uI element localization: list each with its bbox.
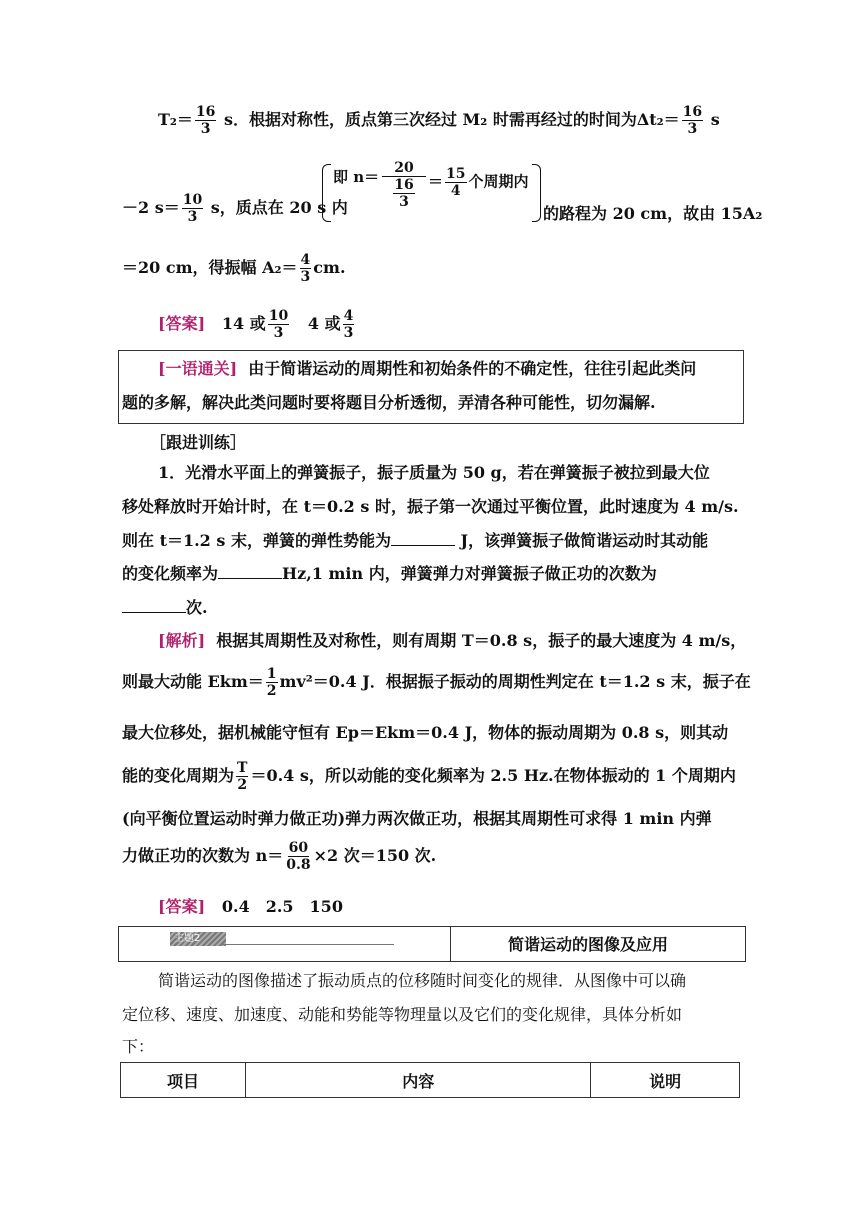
header-item: 项目 [121, 1063, 246, 1098]
analysis-tag: [解析] [158, 631, 206, 650]
q1-line-2: 移处释放时开始计时，在 t＝0.2 s 时，振子第一次通过平衡位置，此时速度为 4 m/s. [122, 497, 739, 516]
answer-blank-3[interactable] [122, 598, 186, 613]
intro-line-3: 下： [122, 1037, 155, 1056]
solution-line-2: －2 s＝ $\frac{10}{3}$ s，质点在 20 s 内 [122, 192, 348, 225]
topic-title: 简谐运动的图像及应用 [508, 935, 669, 954]
fraction-16-3: $\frac{16}{3}$ [195, 104, 216, 137]
topic-underline [222, 944, 394, 945]
bracket-content-2: ＝ $\frac{15}{4}$ 个周期内 [428, 166, 529, 199]
analysis-table [120, 1062, 740, 1098]
bracket-left [322, 164, 331, 222]
analysis-line-3: 最大位移处，据机械能守恒有 Ep＝Ekm＝0.4 J，物体的振动周期为 0.8 s，则其动 [122, 723, 729, 742]
analysis-line-2: 则最大动能 Ekm＝ $\frac{1}{2}$ mv²＝0.4 J．根据振子振动的周期性判定在 t＝1.2 s 末，振子在 [122, 666, 751, 699]
tip-line-1: [一语通关] 由于简谐运动的周期性和初始条件的不确定性，往往引起此类问 [158, 359, 697, 378]
bracket-content: 即 n＝ [333, 168, 380, 186]
solution-line-3: ＝20 cm，得振幅 A₂＝ $\frac{4}{3}$ cm. [122, 252, 346, 285]
q1-line-3: 则在 t＝1.2 s 末，弹簧的弹性势能为 J，该弹簧振子做简谐运动时其动能 [122, 531, 709, 550]
answer-blank-2[interactable] [218, 564, 282, 579]
t2-label: T₂＝ [158, 110, 193, 129]
intro-line-2: 定位移、速度、加速度、动能和势能等物理量以及它们的变化规律，具体分析如 [122, 1005, 683, 1024]
q1-line-4: 的变化频率为 Hz,1 min 内，弹簧弹力对弹簧振子做正功的次数为 [122, 564, 657, 583]
header-note: 说明 [591, 1063, 740, 1098]
fraction-10-3: $\frac{10}{3}$ [182, 192, 203, 225]
bracket-right [532, 164, 541, 222]
topic-divider [450, 926, 451, 961]
q1-line-5: 次. [122, 595, 208, 618]
analysis-line-4: 能的变化周期为 $\frac{T}{2}$ ＝0.4 s，所以动能的变化频率为 2.5 Hz.在物体振动的 1 个周期内 [122, 760, 736, 793]
analysis-line-5: (向平衡位置运动时弹力做正功)弹力两次做正功，根据其周期性可求得 1 min 内弹 [122, 809, 712, 828]
topic-label-badge: 主题2 [170, 932, 226, 946]
table-header-row [121, 1063, 740, 1098]
practice-title: ［跟进训练］ [150, 433, 247, 452]
solution-line-1: T₂＝ $\frac{16}{3}$ s．根据对称性，质点第三次经过 M₂ 时需再经过的时间为Δt₂＝ $\frac{16}{3}$ s [158, 104, 720, 137]
tip-tag: [一语通关] [158, 359, 238, 378]
answer-1: [答案] 14 或 $\frac{10}{3}$ 4 或 $\frac{4}{3}$ [158, 308, 354, 341]
intro-line-1: 简谐运动的图像描述了振动质点的位移随时间变化的规律．从图像中可以确 [158, 971, 687, 990]
answer-blank-1[interactable] [391, 531, 455, 546]
analysis-line-6: 力做正功的次数为 n＝ $\frac{60}{0.8}$ ×2 次＝150 次. [122, 840, 437, 873]
header-content: 内容 [246, 1063, 591, 1098]
tip-line-2: 题的多解，解决此类问题时要将题目分析透彻，弄清各种可能性，切勿漏解. [122, 393, 656, 412]
answer-2: [答案] 0.4 2.5 150 [158, 897, 343, 916]
answer-tag: [答案] [158, 314, 206, 333]
nested-fraction: 20 16 3 [382, 160, 426, 210]
fraction-16-3-b: $\frac{16}{3}$ [682, 104, 703, 137]
q1-line-1: 1．光滑水平面上的弹簧振子，振子质量为 50 g，若在弹簧振子被拉到最大位 [158, 463, 710, 482]
solution-line-2-end: 的路程为 20 cm，故由 15A₂ [543, 204, 763, 223]
analysis-line-1: [解析] 根据其周期性及对称性，则有周期 T＝0.8 s，振子的最大速度为 4 m/s， [158, 631, 747, 650]
